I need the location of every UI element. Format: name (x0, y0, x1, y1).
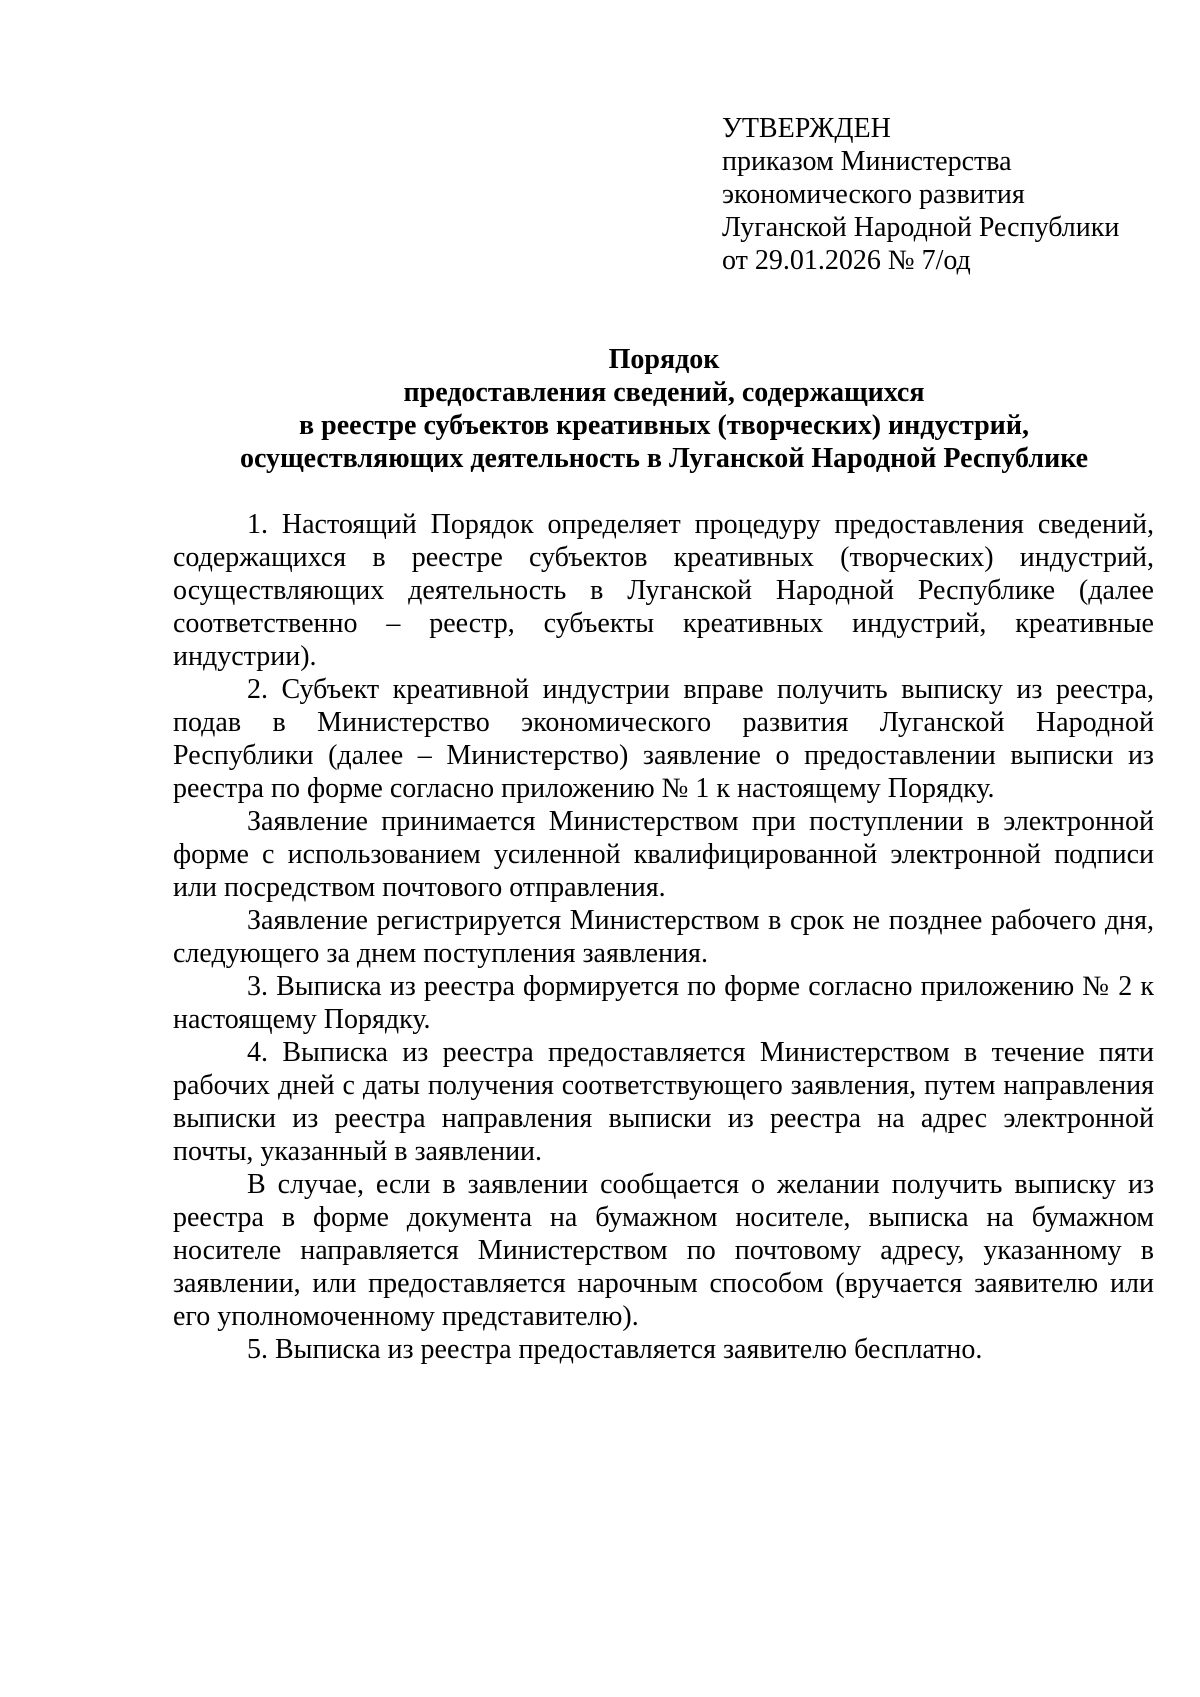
approval-heading: УТВЕРЖДЕН (722, 113, 891, 144)
approval-line-date: от 29.01.2026 № 7/од (722, 245, 971, 276)
title-line-4: осуществляющих деятельность в Луганской Народной Республике (239, 443, 1089, 474)
approval-stamp (722, 112, 1172, 277)
paragraph-1: 1. Настоящий Порядок определяет процедуру предоставления сведений, содержащихся в реестре субъектов креативных (творческих) индустрий, осуществляющих деятельность в Луганской Народной Республике (далее соответственно – реестр, субъекты креативных индустрий, креативные индустрии). (173, 509, 1154, 672)
document-body (173, 508, 1154, 1366)
approval-line-republic: Луганской Народной Республики (722, 212, 1120, 243)
paragraph-3: 3. Выписка из реестра формируется по форме согласно приложению № 2 к настоящему Порядку. (173, 971, 1154, 1035)
approval-line-order: приказом Министерства (722, 146, 1012, 177)
title-line-2: предоставления сведений, содержащихся (403, 377, 925, 408)
paragraph-2-registration: Заявление регистрируется Министерством в срок не позднее рабочего дня, следующего за днем поступления заявления. (173, 905, 1154, 969)
paragraph-2: 2. Субъект креативной индустрии вправе получить выписку из реестра, подав в Министерство экономического развития Луганской Народной Республики (далее – Министерство) заявление о предоставлении выписки из реестра по форме согласно приложению № 1 к настоящему Порядку. (173, 674, 1154, 804)
title-line-3: в реестре субъектов креативных (творческих) индустрий, (299, 410, 1029, 441)
paragraph-4-paper: В случае, если в заявлении сообщается о желании получить выписку из реестра в форме документа на бумажном носителе, выписка на бумажном носителе направляется Министерством по почтовому адресу, указанному в заявлении, или предоставляется нарочным способом (вручается заявителю или его уполномоченному представителю). (173, 1169, 1154, 1332)
paragraph-5: 5. Выписка из реестра предоставляется заявителю бесплатно. (247, 1334, 983, 1365)
title-line-1: Порядок (608, 344, 720, 375)
paragraph-4: 4. Выписка из реестра предоставляется Министерством в течение пяти рабочих дней с даты получения соответствующего заявления, путем направления выписки из реестра направления выписки из реестра на адрес электронной почты, указанный в заявлении. (173, 1037, 1154, 1167)
paragraph-2-acceptance: Заявление принимается Министерством при поступлении в электронной форме с использованием усиленной квалифицированной электронной подписи или посредством почтового отправления. (173, 806, 1154, 903)
document-title (168, 343, 1160, 475)
approval-line-ministry: экономического развития (722, 179, 1025, 210)
